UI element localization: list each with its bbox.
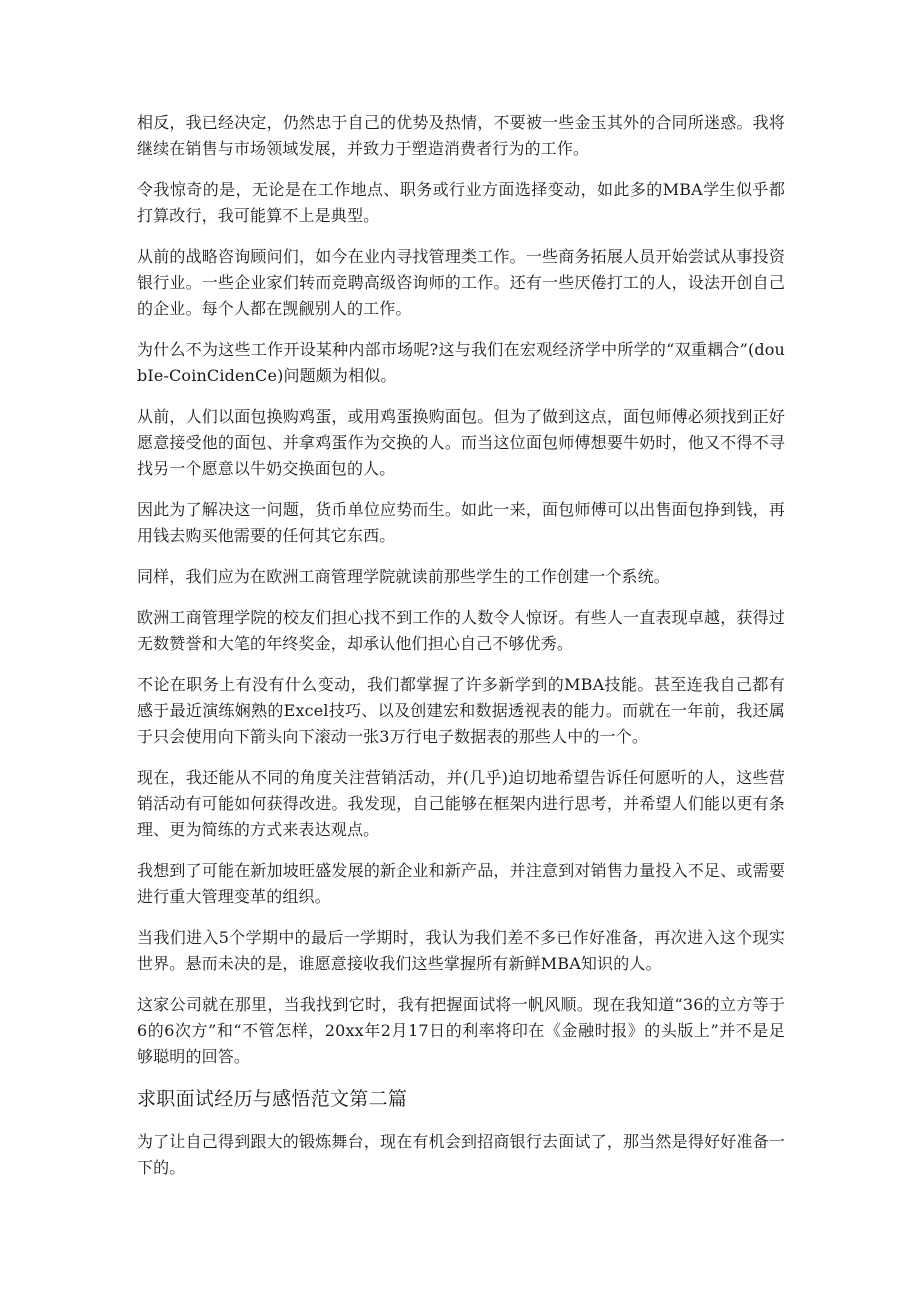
paragraph-7: 同样，我们应为在欧洲工商管理学院就读前那些学生的工作创建一个系统。 — [137, 567, 670, 586]
paragraph-13: 这家公司就在那里，当我找到它时，我有把握面试将一帆风顺。现在我知道“36的立方等于6的6次方”和“不管怎样，20xx年2月17日的利率将印在《金融时报》的头版上”并不是足够聪明的回答。 — [137, 995, 785, 1066]
paragraph-12: 当我们进入5个学期中的最后一学期时，我认为我们差不多已作好准备，再次进入这个现实世界。悬而未决的是，谁愿意接收我们这些掌握所有新鲜MBA知识的人。 — [137, 928, 785, 973]
paragraph-9: 不论在职务上有没有什么变动，我们都掌握了许多新学到的MBA技能。甚至连我自己都有感于最近演练娴熟的Excel技巧、以及创建宏和数据透视表的能力。而就在一年前，我还属于只会使用向下箭头向下滚动一张3万行电子数据表的那些人中的一个。 — [137, 675, 785, 746]
section-heading: 求职面试经历与感悟范文第二篇 — [137, 1088, 408, 1110]
document-page — [137, 110, 785, 1196]
paragraph-1: 相反，我已经决定，仍然忠于自己的优势及热情，不要被一些金玉其外的合同所迷惑。我将继续在销售与市场领域发展，并致力于塑造消费者行为的工作。 — [137, 113, 785, 158]
paragraph-6: 因此为了解决这一问题，货币单位应势而生。如此一来，面包师傅可以出售面包挣到钱，再用钱去购买他需要的任何其它东西。 — [137, 500, 785, 545]
paragraph-11: 我想到了可能在新加坡旺盛发展的新企业和新产品，并注意到对销售力量投入不足、或需要进行重大管理变革的组织。 — [137, 861, 785, 906]
paragraph-8: 欧洲工商管理学院的校友们担心找不到工作的人数令人惊讶。有些人一直表现卓越，获得过无数赞誉和大笔的年终奖金，却承认他们担心自己不够优秀。 — [137, 608, 785, 653]
paragraph-10: 现在，我还能从不同的角度关注营销活动，并(几乎)迫切地希望告诉任何愿听的人，这些营销活动有可能如何获得改进。我发现，自己能够在框架内进行思考，并希望人们能以更有条理、更为简练的方式来表达观点。 — [137, 768, 785, 839]
section-paragraph-1: 为了让自己得到跟大的锻炼舞台，现在有机会到招商银行去面试了，那当然是得好好准备一下的。 — [137, 1132, 785, 1177]
paragraph-3: 从前的战略咨询顾问们，如今在业内寻找管理类工作。一些商务拓展人员开始尝试从事投资银行业。一些企业家们转而竞聘高级咨询师的工作。还有一些厌倦打工的人，设法开创自己的企业。每个人都在觊觎别人的工作。 — [137, 247, 785, 318]
paragraph-5: 从前，人们以面包换购鸡蛋，或用鸡蛋换购面包。但为了做到这点，面包师傅必须找到正好愿意接受他的面包、并拿鸡蛋作为交换的人。而当这位面包师傅想要牛奶时，他又不得不寻找另一个愿意以牛奶交换面包的人。 — [137, 407, 785, 478]
paragraph-2: 令我惊奇的是，无论是在工作地点、职务或行业方面选择变动，如此多的MBA学生似乎都打算改行，我可能算不上是典型。 — [137, 180, 785, 225]
paragraph-4: 为什么不为这些工作开设某种内部市场呢?这与我们在宏观经济学中所学的“双重耦合”(doubIe-CoinCidenCe)问题颇为相似。 — [137, 340, 785, 385]
